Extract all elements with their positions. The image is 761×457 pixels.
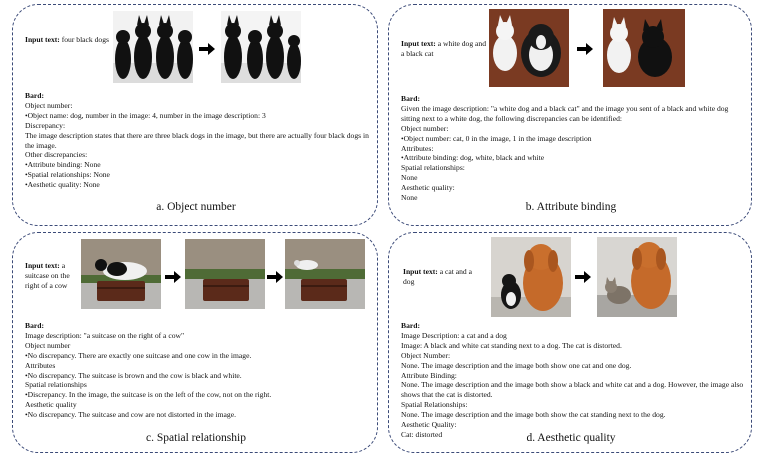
bard-label: Bard: (25, 91, 44, 100)
input-text: a suitcase on the right of a cow (25, 261, 70, 290)
response-line: Discrepancy: (25, 120, 66, 130)
response-line: Aesthetic quality (25, 400, 77, 410)
response-line: Attribute Binding: (401, 370, 457, 380)
input-text: a white dog and a black cat (401, 39, 487, 58)
bard-label: Bard: (401, 321, 420, 330)
input-label: Input text: (403, 267, 438, 276)
input-text-block (25, 35, 113, 45)
response-line: •Discrepancy. In the image, the suitcase is on the left of the cow, not on the right. (25, 390, 272, 400)
input-text: four black dogs (61, 35, 109, 44)
response-line: •No discrepancy. The suitcase and cow are not distorted in the image. (25, 410, 236, 420)
response-line: •Attribute binding: None (25, 160, 101, 170)
bard-response (25, 321, 369, 420)
response-line: None (401, 173, 418, 183)
panel-spatial-relationship (12, 232, 378, 453)
response-line: •Object name: dog, number in the image: 4, number in the image description: 3 (25, 110, 266, 120)
bard-response (401, 321, 745, 440)
input-text-block (401, 39, 487, 59)
response-line: The image description states that there are three black dogs in the image, but there are actually four black dogs in the image. (25, 130, 369, 150)
response-line: Other discrepancies: (25, 150, 88, 160)
arrow-right-icon (199, 43, 215, 55)
response-line: Aesthetic quality: (401, 183, 455, 193)
generated-image-four-dogs (113, 11, 193, 83)
panel-caption: a. Object number (156, 201, 236, 213)
response-line: Object number: (401, 123, 449, 133)
generated-image-cat-dog (491, 237, 571, 317)
bard-label: Bard: (25, 321, 44, 330)
response-line: Attributes (25, 360, 56, 370)
generated-image-dog-cat (489, 9, 569, 87)
input-label: Input text: (25, 261, 60, 270)
input-text: a cat and a dog (403, 267, 472, 286)
response-line: Cat: distorted (401, 429, 443, 439)
generated-image-cow-suitcase (81, 239, 161, 309)
response-line: Image: A black and white cat standing next to a dog. The cat is distorted. (401, 340, 622, 350)
response-line: •No discrepancy. The suitcase is brown and the cow is black and white. (25, 370, 242, 380)
corrected-image-four-dogs (221, 11, 301, 83)
panel-caption: c. Spatial relationship (146, 432, 246, 444)
input-text-block (25, 261, 83, 291)
response-line: •Attribute binding: dog, white, black and white (401, 153, 545, 163)
response-line: Object number: (25, 100, 73, 110)
response-line: None. The image description and the image both show a black and white cat and a dog. However, the image also shows that the cat is distorted. (401, 380, 744, 400)
response-line: Attributes: (401, 143, 434, 153)
response-line: Object Number: (401, 350, 451, 360)
response-line: Aesthetic Quality: (401, 420, 457, 430)
arrow-right-icon (165, 271, 181, 283)
response-line: Spatial relationships: (401, 163, 465, 173)
panel-caption: b. Attribute binding (525, 201, 617, 213)
response-line: •No discrepancy. There are exactly one suitcase and one cow in the image. (25, 350, 252, 360)
input-text-block (403, 267, 481, 287)
panel-object-number (12, 4, 378, 226)
response-line: Spatial Relationships: (401, 400, 468, 410)
corrected-image-dog-cat (603, 9, 685, 87)
intermediate-image-suitcase (185, 239, 265, 309)
input-label: Input text: (401, 39, 436, 48)
response-line: None. The image description and the image both show the cat standing next to the dog. (401, 410, 666, 420)
response-line: None (401, 193, 418, 203)
arrow-right-icon (577, 43, 593, 55)
arrow-right-icon (575, 271, 591, 283)
arrow-right-icon (267, 271, 283, 283)
response-line: •Spatial relationships: None (25, 170, 110, 180)
response-line: Object number (25, 340, 71, 350)
bard-label: Bard: (401, 94, 420, 103)
response-line: Spatial relationships (25, 380, 87, 390)
response-line: •Object number: cat, 0 in the image, 1 in the image description (401, 133, 592, 143)
response-line: None. The image description and the image both show one cat and one dog. (401, 360, 632, 370)
corrected-image-suitcase-right-of-cow (285, 239, 365, 309)
panel-caption: d. Aesthetic quality (526, 432, 616, 444)
bard-response (25, 91, 369, 190)
response-line: Image description: "a suitcase on the right of a cow" (25, 330, 185, 340)
bard-response (401, 94, 745, 203)
panel-aesthetic-quality (388, 232, 752, 453)
corrected-image-cat-dog (597, 237, 677, 317)
response-line: Image Description: a cat and a dog (401, 330, 507, 340)
input-label: Input text: (25, 35, 60, 44)
panel-attribute-binding (388, 4, 752, 226)
response-line: •Aesthetic quality: None (25, 180, 100, 190)
response-line: Given the image description: "a white dog and a black cat" and the image you sent of a black and white dog sitting next to a white dog, the following discrepancies can be identified: (401, 103, 729, 123)
